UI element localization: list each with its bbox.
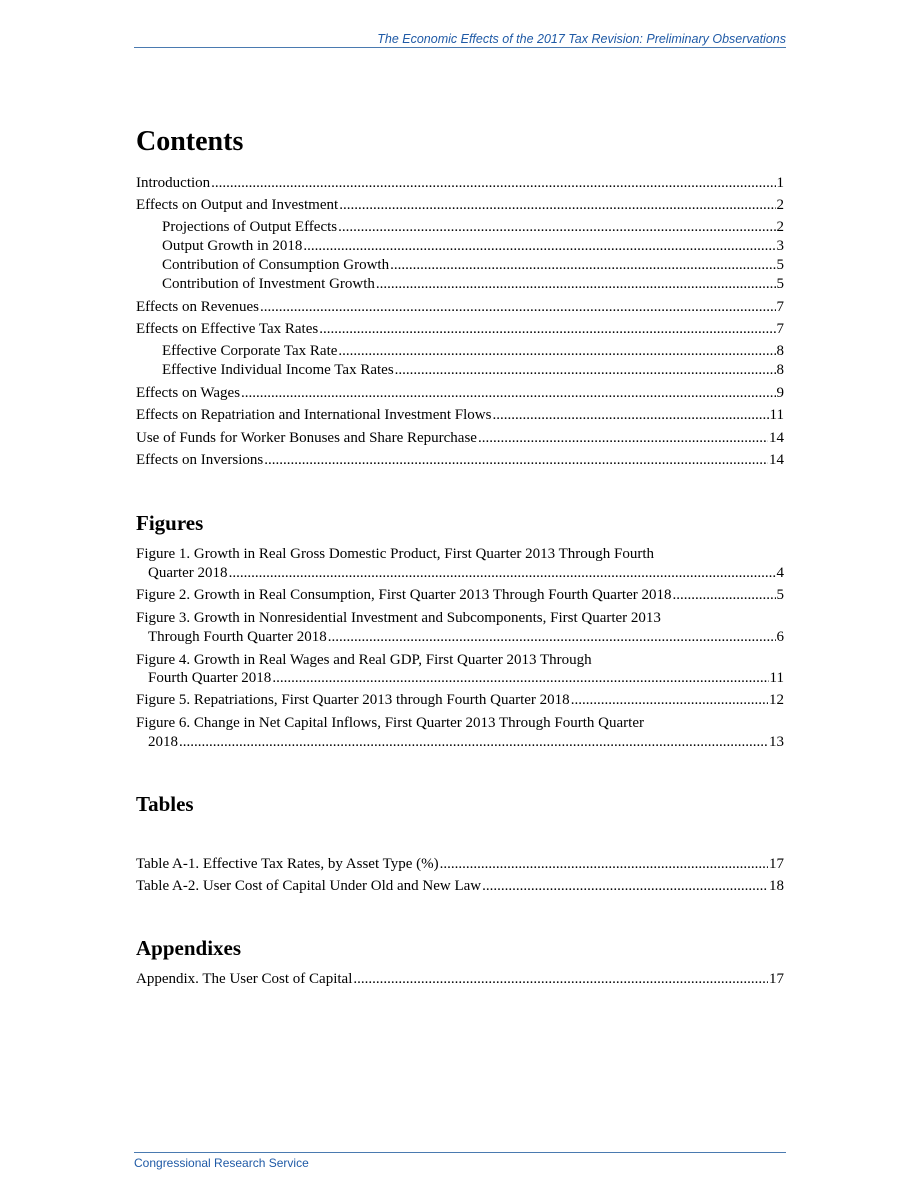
toc-entry-title: Contribution of Investment Growth (162, 276, 375, 292)
dot-leader (303, 237, 775, 256)
toc-entry-page: 9 (776, 385, 784, 401)
toc-entry-title: Contribution of Consumption Growth (162, 257, 390, 273)
table-entry-title: Table A-2. User Cost of Capital Under Old and New Law (136, 878, 482, 894)
dot-leader (241, 384, 775, 403)
dot-leader (179, 733, 768, 752)
figure-entry-page: 5 (776, 587, 784, 603)
toc-entry-title: Effective Corporate Tax Rate (162, 343, 338, 359)
toc-entry[interactable] (136, 320, 784, 339)
dot-leader (211, 174, 775, 193)
toc-entry-page: 1 (776, 175, 784, 191)
dot-leader (478, 429, 768, 448)
dot-leader (673, 586, 776, 605)
toc-entry-title: Effects on Inversions (136, 452, 264, 468)
dot-leader (338, 342, 775, 361)
contents-heading: Contents (136, 126, 244, 157)
figure-entry-title: 2018 (148, 734, 178, 750)
toc-entry-page: 14 (769, 430, 784, 446)
toc-subentry[interactable] (162, 275, 784, 294)
dot-leader (395, 361, 776, 380)
dot-leader (353, 970, 768, 989)
toc-entry-page: 8 (776, 343, 784, 359)
toc-subentry[interactable] (162, 361, 784, 380)
toc-entry[interactable] (136, 196, 784, 215)
dot-leader (376, 275, 776, 294)
dot-leader (272, 669, 768, 688)
dot-leader (440, 855, 768, 874)
appendixes-heading: Appendixes (136, 936, 242, 960)
toc-entry-page: 7 (776, 299, 784, 315)
figure-entry[interactable] (136, 691, 784, 710)
figure-entry-title: Fourth Quarter 2018 (148, 670, 272, 686)
figure-entry-page: 13 (769, 734, 784, 750)
toc-entry-page: 11 (769, 407, 784, 423)
figure-entry-line[interactable]: Figure 1. Growth in Real Gross Domestic Product, First Quarter 2013 Through Fourth (136, 546, 655, 562)
figure-entry-title: Quarter 2018 (148, 565, 228, 581)
dot-leader (571, 691, 768, 710)
table-entry-page: 17 (769, 856, 784, 872)
toc-entry-page: 5 (776, 257, 784, 273)
dot-leader (260, 298, 775, 317)
toc-subentry[interactable] (162, 342, 784, 361)
toc-entry-page: 7 (776, 321, 784, 337)
dot-leader (492, 406, 768, 425)
toc-entry-page: 5 (776, 276, 784, 292)
dot-leader (482, 877, 768, 896)
toc-entry-title: Effective Individual Income Tax Rates (162, 362, 394, 378)
running-footer: Congressional Research Service (134, 1152, 786, 1171)
figure-entry-page: 11 (769, 670, 784, 686)
toc-entry[interactable] (136, 298, 784, 317)
toc-subentry[interactable] (162, 218, 784, 237)
toc-entry-title: Effects on Repatriation and International Investment Flows (136, 407, 492, 423)
dot-leader (319, 320, 775, 339)
figure-entry[interactable] (136, 586, 784, 605)
figure-entry[interactable] (148, 733, 784, 752)
toc-entry[interactable] (136, 429, 784, 448)
tables-heading: Tables (136, 792, 194, 816)
table-entry-page: 18 (769, 878, 784, 894)
figure-entry-title: Through Fourth Quarter 2018 (148, 629, 327, 645)
figure-entry-page: 6 (776, 629, 784, 645)
appendix-entry[interactable] (136, 970, 784, 989)
figure-entry-title: Figure 2. Growth in Real Consumption, First Quarter 2013 Through Fourth Quarter 2018 (136, 587, 672, 603)
figure-entry-line[interactable]: Figure 4. Growth in Real Wages and Real GDP, First Quarter 2013 Through (136, 652, 592, 668)
dot-leader (328, 628, 776, 647)
toc-entry-title: Introduction (136, 175, 211, 191)
figure-entry-title: Figure 5. Repatriations, First Quarter 2013 through Fourth Quarter 2018 (136, 692, 570, 708)
figure-entry-line[interactable]: Figure 6. Change in Net Capital Inflows, First Quarter 2013 Through Fourth Quarter (136, 715, 644, 731)
toc-entry-page: 2 (776, 197, 784, 213)
toc-subentry[interactable] (162, 256, 784, 275)
toc-entry-page: 2 (776, 219, 784, 235)
toc-entry-page: 3 (776, 238, 784, 254)
figure-entry-page: 4 (776, 565, 784, 581)
toc-subentry[interactable] (162, 237, 784, 256)
toc-entry-title: Effects on Wages (136, 385, 241, 401)
table-entry-title: Table A-1. Effective Tax Rates, by Asset Type (%) (136, 856, 439, 872)
toc-entry[interactable] (136, 451, 784, 470)
toc-entry-title: Projections of Output Effects (162, 219, 338, 235)
figures-heading: Figures (136, 511, 204, 535)
toc-entry[interactable] (136, 174, 784, 193)
figure-entry[interactable] (148, 628, 784, 647)
toc-entry-page: 8 (776, 362, 784, 378)
appendix-entry-page: 17 (769, 971, 784, 987)
toc-entry[interactable] (136, 384, 784, 403)
figure-entry[interactable] (148, 669, 784, 688)
toc-entry-page: 14 (769, 452, 784, 468)
dot-leader (264, 451, 768, 470)
dot-leader (338, 218, 775, 237)
dot-leader (229, 564, 776, 583)
toc-entry-title: Effects on Effective Tax Rates (136, 321, 319, 337)
toc-entry[interactable] (136, 406, 784, 425)
figure-entry[interactable] (148, 564, 784, 583)
toc-entry-title: Output Growth in 2018 (162, 238, 303, 254)
running-header: The Economic Effects of the 2017 Tax Revision: Preliminary Observations (134, 32, 786, 48)
toc-entry-title: Effects on Revenues (136, 299, 260, 315)
figure-entry-page: 12 (769, 692, 784, 708)
table-entry[interactable] (136, 855, 784, 874)
table-entry[interactable] (136, 877, 784, 896)
appendix-entry-title: Appendix. The User Cost of Capital (136, 971, 353, 987)
dot-leader (390, 256, 775, 275)
figure-entry-line[interactable]: Figure 3. Growth in Nonresidential Investment and Subcomponents, First Quarter 2013 (136, 610, 661, 626)
toc-entry-title: Effects on Output and Investment (136, 197, 339, 213)
dot-leader (339, 196, 775, 215)
toc-entry-title: Use of Funds for Worker Bonuses and Share Repurchase (136, 430, 477, 446)
